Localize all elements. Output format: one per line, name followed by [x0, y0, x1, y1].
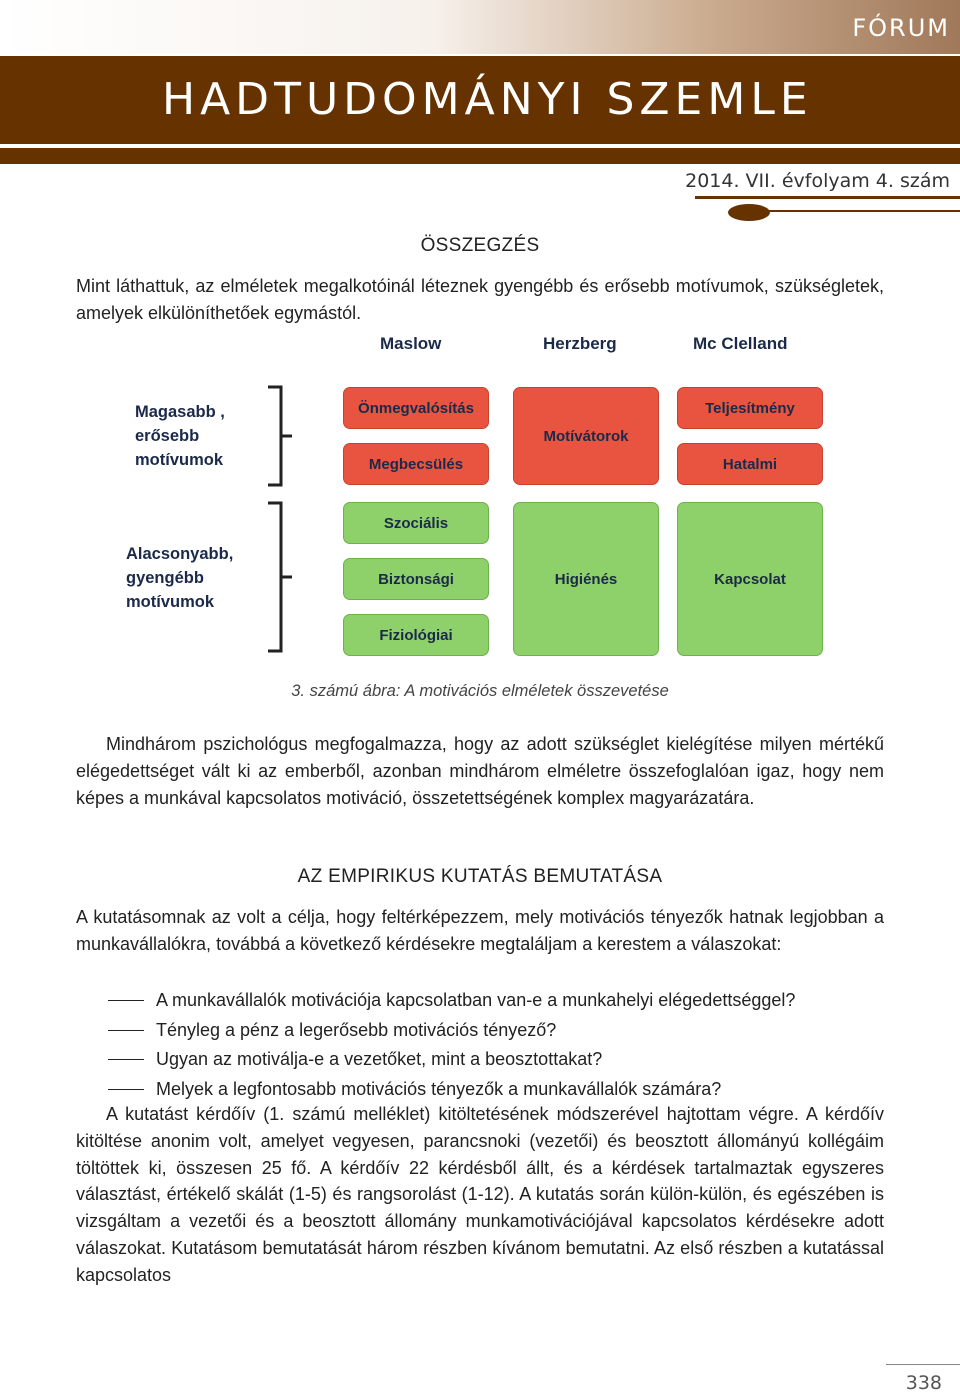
page-number-divider: [886, 1364, 960, 1365]
box-kapcsolat: Kapcsolat: [677, 502, 823, 656]
box-fiziologiai: Fiziológiai: [343, 614, 489, 656]
list-item: [108, 986, 795, 1016]
list-item: [108, 1075, 795, 1105]
issue-info: 2014. VII. évfolyam 4. szám: [685, 170, 950, 192]
dash-bullet: [108, 1059, 144, 1060]
list-item: [108, 1045, 795, 1075]
box-higienes: Higiénés: [513, 502, 659, 656]
lower-motives-line: Alacsonyabb,: [126, 545, 234, 563]
banner-underline: [0, 148, 960, 164]
question-text: A munkavállalók motivációja kapcsolatban van-e a munkahelyi elégedettséggel?: [156, 990, 796, 1011]
summary-intro: Mint láthattuk, az elméletek megalkotóinál léteznek gyengébb és erősebb motívumok, szükségletek, amelyek elkülöníthetőek egymástól.: [76, 276, 884, 323]
higher-motives-line: erősebb: [135, 427, 200, 445]
research-questions-list: [108, 986, 795, 1104]
higher-motives-label: [135, 400, 225, 472]
higher-motives-line: motívumok: [135, 451, 224, 469]
journal-title: HADTUDOMÁNYI SZEMLE: [162, 74, 813, 125]
decorative-oval: [728, 204, 770, 221]
figure-caption: 3. számú ábra: A motivációs elméletek összevetése: [291, 682, 669, 700]
column-header-maslow: Maslow: [380, 334, 442, 353]
box-motivatorok: Motívátorok: [513, 387, 659, 485]
question-text: Tényleg a pénz a legerősebb motivációs tényező?: [156, 1019, 557, 1040]
decorative-line: [745, 210, 960, 212]
paragraph-summary-theories: Mindhárom pszichológus megfogalmazza, hogy az adott szükséglet kielégítése milyen mértékű elégedettséget vált ki az emberből, azonban mindhárom elméletre összefoglalóan igaz, hogy nem képes a munkával kapcsolatos motiváció, összetettségének komplex magyarázatára.: [76, 734, 884, 808]
question-text: Melyek a legfontosabb motivációs tényezők a munkavállalók számára?: [156, 1078, 722, 1099]
dash-bullet: [108, 1089, 144, 1090]
higher-motives-line: Magasabb ,: [135, 403, 225, 421]
summary-heading: ÖSSZEGZÉS: [420, 235, 540, 256]
box-teljesitmeny: Teljesítmény: [677, 387, 823, 429]
motivation-theories-figure: [115, 330, 835, 660]
column-header-mcclelland: Mc Clelland: [693, 334, 788, 353]
bracket-icon: [265, 385, 295, 655]
dash-bullet: [108, 1030, 144, 1031]
issue-divider: [695, 196, 960, 199]
box-megbecsules: Megbecsülés: [343, 443, 489, 485]
lower-motives-line: motívumok: [126, 593, 215, 611]
forum-label: FÓRUM: [852, 14, 950, 42]
paragraph-methodology: A kutatást kérdőív (1. számú melléklet) kitöltetésének módszerével hajtottam végre. A kérdőív kitöltése anonim volt, amelyet vegyesen, parancsnoki (vezetői) és beosztott állományú kollégáim töltöttek ki, összesen 25 fő. A kérdőív 22 kérdésből állt, és a kérdések tartalmaztak egyszeres választást, értékelő skálát (1-5) és rangsorolást (1-12). A kutatás során külön-külön, és egészében is vizsgáltam a vezetői és a beosztott állomány munkamotivációjával kapcsolatos kérdésekre adott válaszokat. Kutatásom bemutatását három részben kívánom bemutatni. Az első részben a kutatással kapcsolatos: [76, 1104, 884, 1285]
page-number: 338: [905, 1372, 942, 1394]
paragraph-research-aim: A kutatásomnak az volt a célja, hogy feltérképezzem, mely motivációs tényezők hatnak legjobban a munkavállalókra, továbbá a következő kérdésekre megtaláljam a kerestem a válaszokat:: [76, 907, 884, 954]
box-hatalmi: Hatalmi: [677, 443, 823, 485]
header-gradient-strip: [0, 0, 960, 54]
box-szocialis: Szociális: [343, 502, 489, 544]
question-text: Ugyan az motiválja-e a vezetőket, mint a beosztottakat?: [156, 1049, 603, 1070]
lower-motives-line: gyengébb: [126, 569, 204, 587]
box-biztonsagi: Biztonsági: [343, 558, 489, 600]
column-header-herzberg: Herzberg: [543, 334, 617, 353]
dash-bullet: [108, 1000, 144, 1001]
lower-motives-label: [126, 542, 233, 614]
section-heading: AZ EMPIRIKUS KUTATÁS BEMUTATÁSA: [297, 866, 663, 887]
list-item: [108, 1016, 795, 1046]
box-onmegvalositas: Önmegvalósítás: [343, 387, 489, 429]
